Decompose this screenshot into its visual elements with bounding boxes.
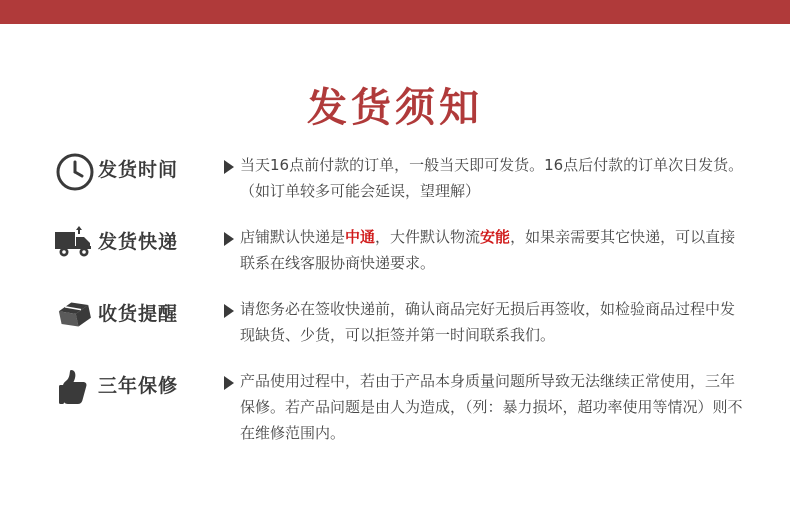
clock-icon <box>52 150 98 192</box>
list-item <box>0 294 790 348</box>
triangle-right-icon <box>218 150 240 174</box>
section-label: 发货时间 <box>98 159 179 181</box>
list-item <box>0 222 790 276</box>
section-label: 收货提醒 <box>98 303 179 325</box>
text-part: 请您务必在签收快递前，确认商品完好无损后再签收，如检验商品过程中发现缺货、少货，可以拒签并第一时间联系我们。 <box>240 300 736 344</box>
section-label: 发货快递 <box>98 231 179 253</box>
text-part: ，如果亲需要其它快递，可以直接联系在线客服协商快递要求。 <box>240 228 736 272</box>
truck-icon <box>52 222 98 260</box>
text-highlight: 中通 <box>345 228 376 246</box>
text-part: 当天16点前付款的订单，一般当天即可发货。16点后付款的订单次日发货。（如订单较多可能会延误，望理解） <box>240 156 744 200</box>
triangle-right-icon <box>218 294 240 318</box>
text-part: 产品使用过程中，若由于产品本身质量问题所导致无法继续正常使用，三年保修。若产品问题是由人为造成，（列：暴力损坏，超功率使用等情况）则不在维修范围内。 <box>240 372 743 442</box>
list-item <box>0 366 790 446</box>
box-icon <box>52 294 98 334</box>
section-text <box>240 366 746 446</box>
page-title: 发货须知 <box>307 85 483 131</box>
text-part: ，大件默认物流 <box>375 228 481 246</box>
list-item <box>0 150 790 204</box>
section-text <box>240 150 746 204</box>
triangle-right-icon <box>218 222 240 246</box>
section-label: 三年保修 <box>98 375 179 397</box>
section-text <box>240 294 746 348</box>
text-part: 店铺默认快递是 <box>240 228 346 246</box>
top-accent-bar <box>0 0 790 24</box>
section-text <box>240 222 746 276</box>
text-highlight: 安能 <box>480 228 511 246</box>
triangle-right-icon <box>218 366 240 390</box>
thumbs-up-icon <box>52 366 98 408</box>
notice-sections <box>0 150 790 464</box>
